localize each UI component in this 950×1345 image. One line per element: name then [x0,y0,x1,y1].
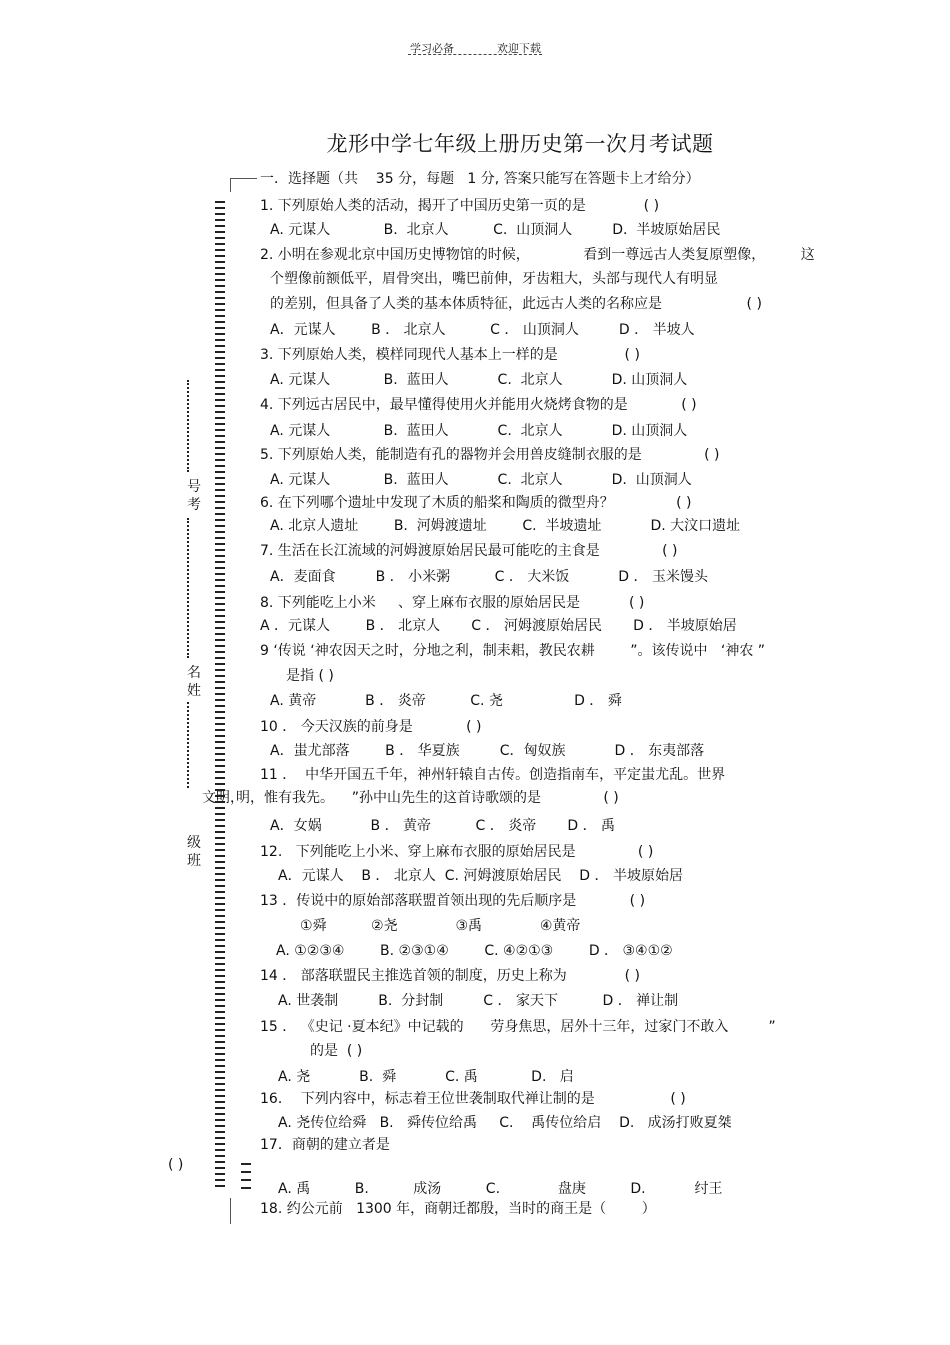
question-1: 1. 下列原始人类的活动，揭开了中国历史第一页的是 ( ) [260,198,660,214]
seal-line-2 [187,518,189,658]
question-6: 6. 在下列哪个遗址中发现了木质的船桨和陶质的微型舟？ ( ) [260,495,692,511]
binding-corner-bottom [230,1198,257,1224]
section-heading: 一．选择题（共 35 分，每题 1 分, 答案只能写在答题卡上才给分） [260,171,700,187]
question-16: 16． 下列内容中，标志着王位世袭制取代禅让制的是 ( ) [260,1091,686,1107]
question-14: 14 ． 部落联盟民主推选首领的制度，历史上称为 ( ) [260,968,640,984]
question-12-options: A．元谋人 B ． 北京人 C. 河姆渡原始居民 D ． 半坡原始居 [278,868,683,884]
question-12: 12. 下列能吃上小米、穿上麻布衣服的原始居民是 ( ) [260,844,654,860]
question-13-options: A. ①②③④ B. ②③①④ C. ④②①③ D ． ③④①② [276,943,673,959]
question-15-options: A. 尧 B. 舜 C. 禹 D. 启 [278,1069,574,1085]
header-left-text: 学习必备 [410,42,454,55]
header-right-text: 欢迎下载 [497,42,541,55]
question-14-options: A. 世袭制 B. 分封制 C ． 家天下 D ． 禅让制 [278,993,679,1009]
class-label: 级班 [187,835,201,869]
question-3-options: A. 元谋人 B. 蓝田人 C. 北京人 D. 山顶洞人 [270,372,688,388]
question-4-options: A. 元谋人 B. 蓝田人 C. 北京人 D. 山顶洞人 [270,423,688,439]
question-2-cont2: 的差别，但具备了人类的基本体质特征，此远古人类的名称应是 ( ) [270,296,762,312]
question-10-options: A．蚩尤部落 B ． 华夏族 C．匈奴族 D ． 东夷部落 [270,743,705,759]
seal-line-1 [187,380,189,472]
exam-title: 龙形中学七年级上册历史第一次月考试题 [326,132,714,156]
question-11-options: A．女娲 B ． 黄帝 C ． 炎帝 D ． 禹 [270,818,616,834]
question-10: 10 ． 今天汉族的前身是 ( ) [260,719,482,735]
binding-corner-top [230,178,257,192]
question-15: 15 ． 《史记 ·夏本纪》中记载的 劳身焦思，居外十三年，过家门不敢入 ” [260,1019,776,1035]
question-6-options: A. 北京人遗址 B. 河姆渡遗址 C. 半坡遗址 D. 大汶口遗址 [270,518,741,534]
question-9-cont: 是指 ( ) [286,668,334,684]
question-11: 11 ． 中华开国五千年，神州轩辕自古传。创造指南车，平定蚩尤乱。世界 [260,767,726,783]
margin-answer-paren: ( ) [168,1157,184,1173]
question-5: 5. 下列原始人类，能制造有孔的器物并会用兽皮缝制衣服的是 ( ) [260,447,720,463]
question-2-options: A．元谋人 B ． 北京人 C ． 山顶洞人 D ． 半坡人 [270,322,695,338]
question-11-cont: 明，惟有我先。 ”孙中山先生的这首诗歌颂的是 ( ) [236,790,619,806]
question-2-cont: 个塑像前额低平，眉骨突出，嘴巴前伸，牙齿粗大，头部与现代人有明显 [270,271,718,287]
header-divider [408,54,542,55]
seal-line-3 [187,702,189,788]
question-13: 13 ．传说中的原始部落联盟首领出现的先后顺序是 ( ) [260,893,646,909]
question-9: 9 ‘传说 ‘神农因天之时，分地之利，制耒耜，教民农耕 ”。该传说中 ‘神农 ” [260,643,766,659]
question-1-options: A. 元谋人 B. 北京人 C. 山顶洞人 D. 半坡原始居民 [270,222,721,238]
question-4: 4. 下列远古居民中，最早懂得使用火并能用火烧烤食物的是 ( ) [260,397,697,413]
question-2: 2. 小明在参观北京中国历史博物馆的时候， 看到一尊远古人类复原塑像， 这 [260,247,815,263]
question-3: 3. 下列原始人类，模样同现代人基本上一样的是 ( ) [260,347,640,363]
question-17: 17．商朝的建立者是 [260,1137,390,1153]
exam-number-label: 号考 [187,479,201,513]
question-8-options: A ．元谋人 B ． 北京人 C ． 河姆渡原始居民 D ． 半坡原始居 [260,618,737,634]
question-5-options: A. 元谋人 B. 蓝田人 C. 北京人 D. 山顶洞人 [270,472,692,488]
binding-short-marks [240,1162,252,1194]
binding-line-marks [214,200,226,1190]
question-7-options: A．麦面食 B ． 小米粥 C ． 大米饭 D ． 玉米馒头 [270,569,708,585]
student-name-label: 名姓 [187,665,201,699]
question-16-options: A. 尧传位给舜 B. 舜传位给禹 C. 禹传位给启 D. 成汤打败夏桀 [278,1115,732,1131]
question-17-options: A. 禹 B. 成汤 C. 盘庚 D. 纣王 [278,1181,723,1197]
question-15-cont: 的是 ( ) [310,1043,363,1059]
question-13-items: ①舜 ②尧 ③禹 ④黄帝 [300,918,581,934]
margin-text-wenming: 文明， [202,790,244,806]
question-8: 8. 下列能吃上小米 、穿上麻布衣服的原始居民是 ( ) [260,595,645,611]
question-7: 7. 生活在长江流域的河姆渡原始居民最可能吃的主食是 ( ) [260,543,678,559]
question-9-options: A. 黄帝 B ． 炎帝 C. 尧 D ． 舜 [270,693,622,709]
question-18: 18. 约公元前 1300 年，商朝迁都殷，当时的商王是（ ） [260,1201,656,1217]
